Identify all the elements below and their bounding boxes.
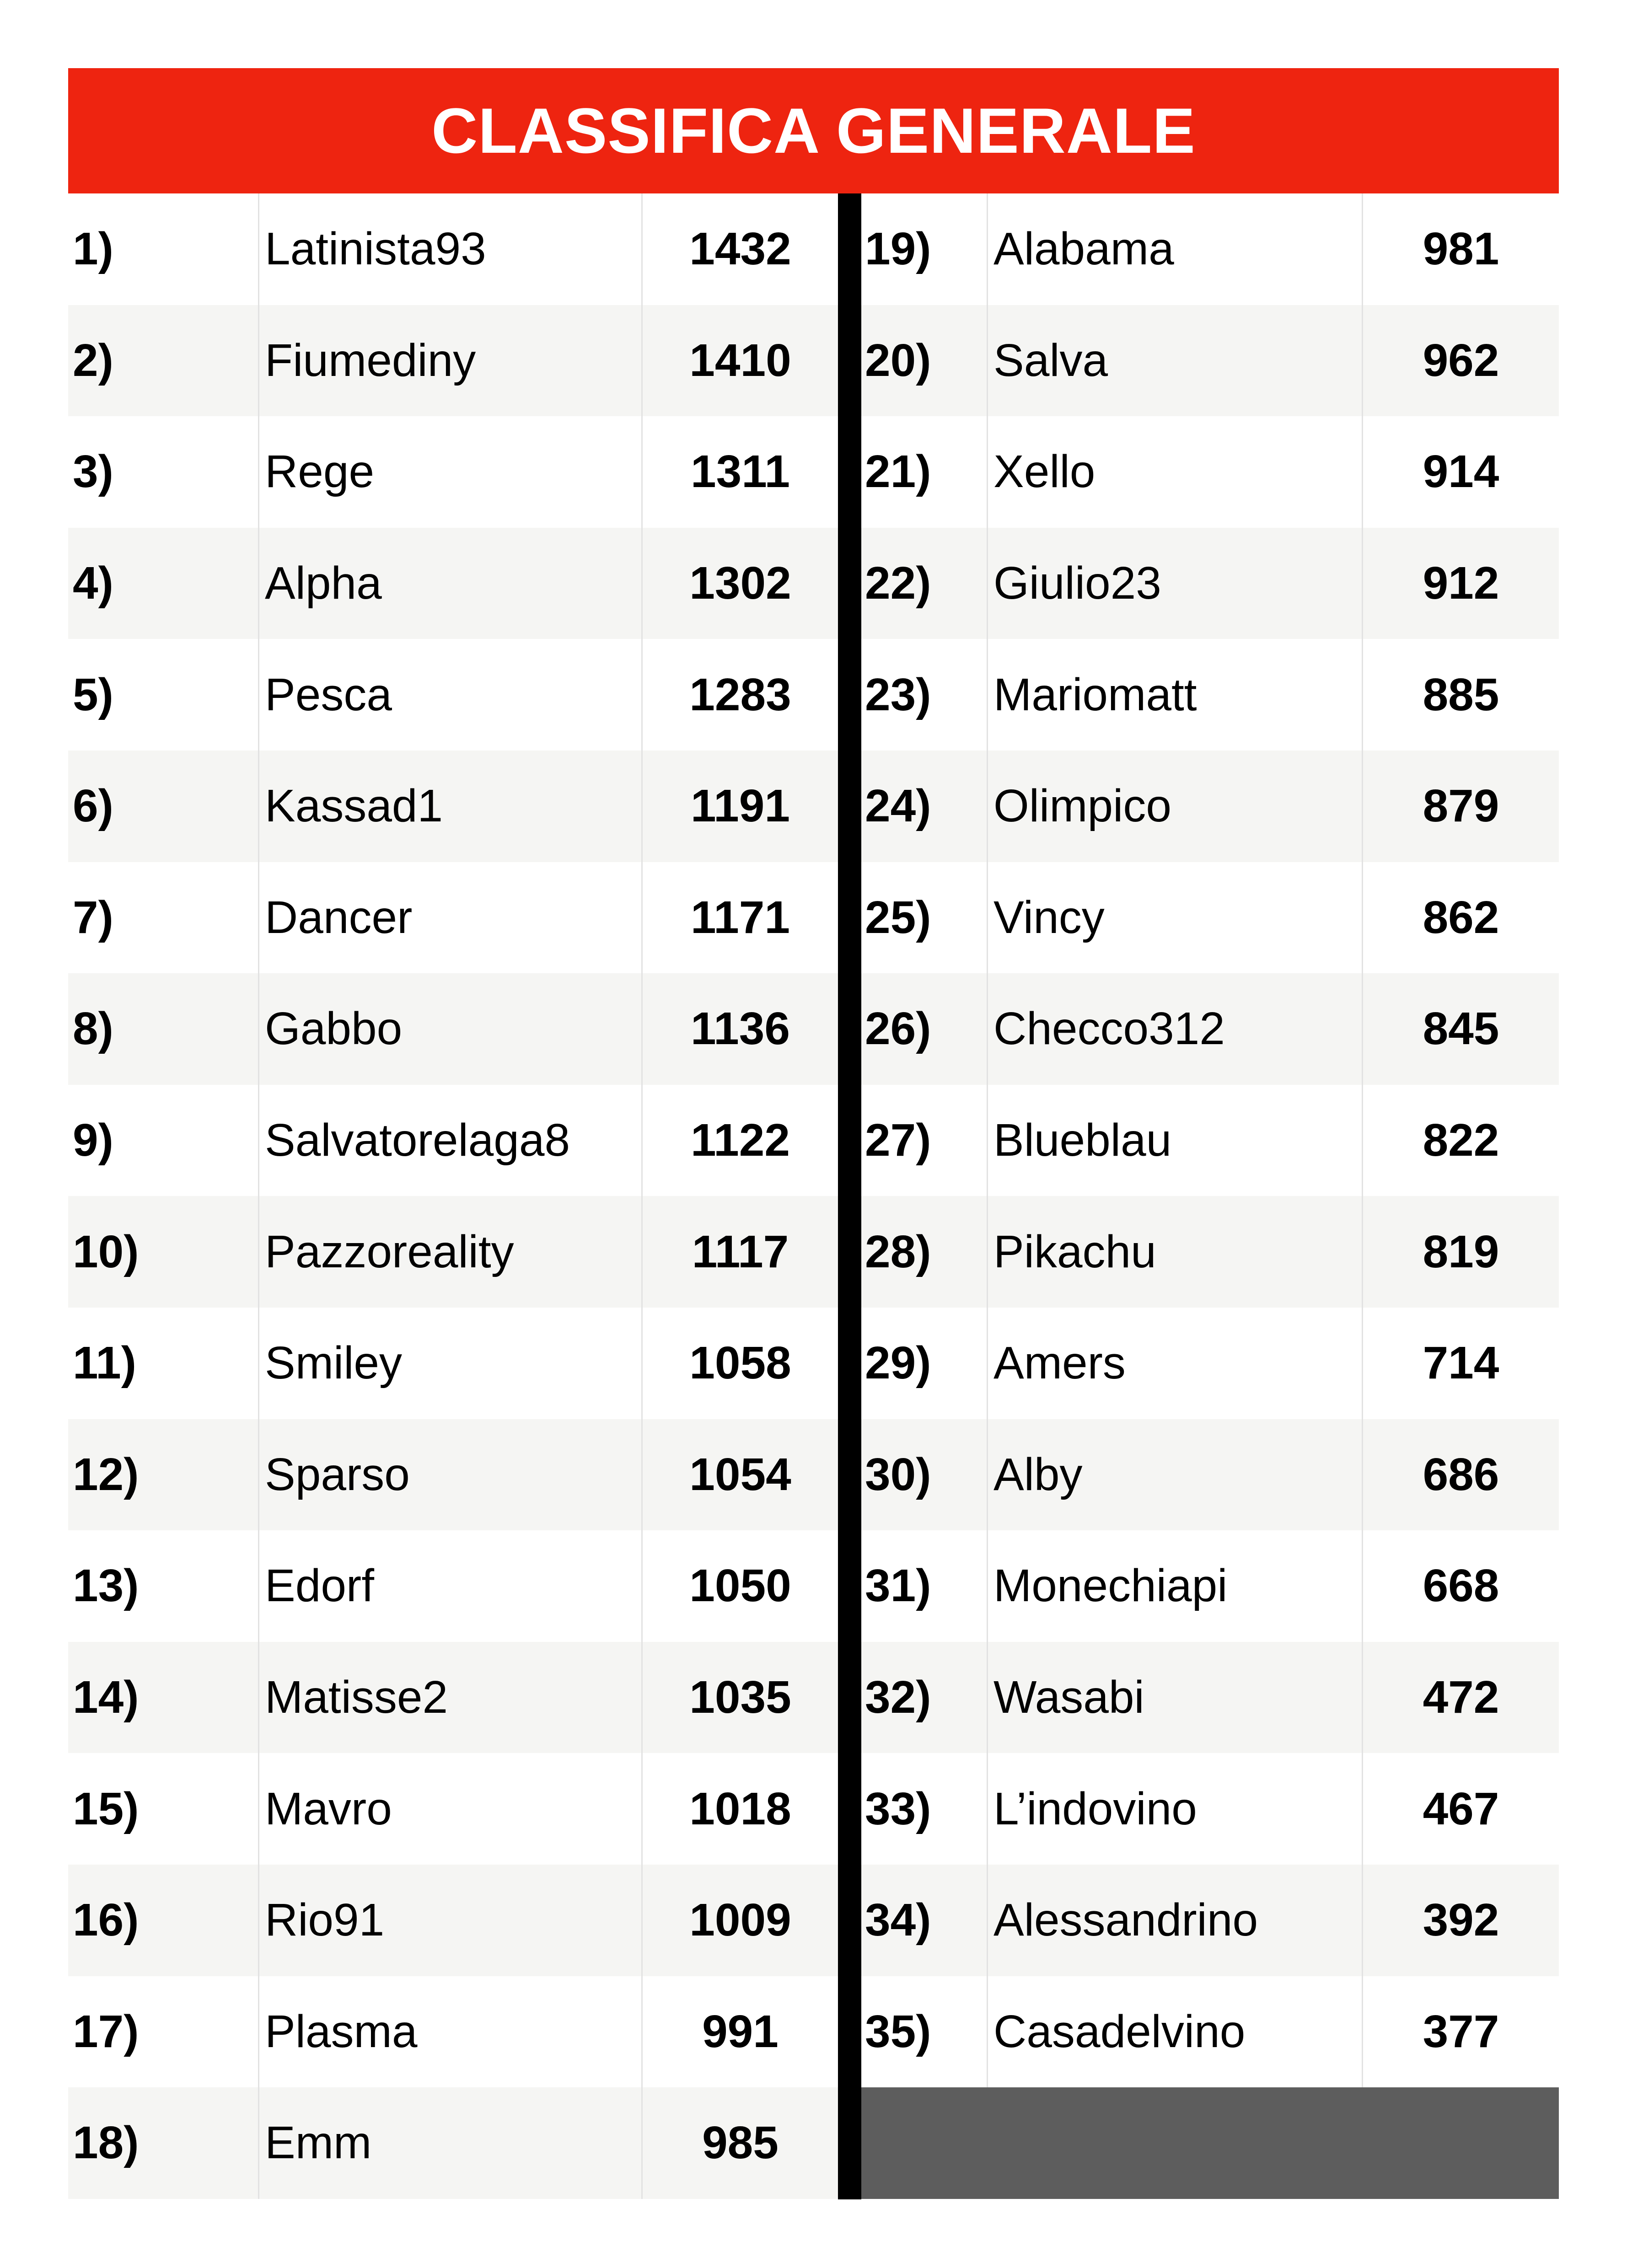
score-cell: 985 — [702, 2117, 779, 2169]
player-name-cell: Rege — [259, 416, 643, 528]
ranking-row — [861, 305, 1559, 417]
score-cell: 981 — [1423, 223, 1499, 275]
player-name-cell: Salvatorelaga8 — [259, 1085, 643, 1196]
player-name-cell: Fiumediny — [259, 305, 643, 417]
ranking-row — [68, 1530, 838, 1642]
score-cell: 1009 — [689, 1894, 791, 1946]
rank-cell: 18) — [68, 2087, 259, 2199]
ranking-row — [861, 1642, 1559, 1753]
score-cell: 819 — [1423, 1226, 1499, 1277]
score-cell: 1283 — [689, 669, 791, 720]
rank-cell: 30) — [861, 1419, 988, 1531]
score-cell: 1136 — [691, 1003, 790, 1055]
ranking-row — [68, 1753, 838, 1865]
player-name-cell: Alby — [988, 1419, 1363, 1531]
ranking-row — [861, 1865, 1559, 1976]
score-cell: 845 — [1423, 1003, 1499, 1055]
rank-cell: 19) — [861, 193, 988, 305]
player-name-cell: Pazzoreality — [259, 1196, 643, 1308]
ranking-row — [68, 305, 838, 417]
player-name-cell: Sparso — [259, 1419, 643, 1531]
score-cell: 1432 — [689, 223, 791, 275]
score-cell: 472 — [1423, 1672, 1499, 1723]
rank-cell: 22) — [861, 528, 988, 639]
score-cell: 885 — [1423, 669, 1499, 720]
player-name-cell: Casadelvino — [988, 1976, 1363, 2088]
ranking-row — [68, 1865, 838, 1976]
player-name-cell: Blueblau — [988, 1085, 1363, 1196]
ranking-row — [861, 1753, 1559, 1865]
score-cell: 1311 — [691, 446, 790, 498]
score-cell: 714 — [1423, 1337, 1499, 1389]
ranking-row — [68, 1419, 838, 1531]
rank-cell: 17) — [68, 1976, 259, 2088]
ranking-row — [861, 1419, 1559, 1531]
rank-cell: 28) — [861, 1196, 988, 1308]
player-name-cell: Kassad1 — [259, 751, 643, 862]
rank-cell: 4) — [68, 528, 259, 639]
ranking-row — [68, 973, 838, 1085]
player-name-cell: Olimpico — [988, 751, 1363, 862]
score-cell: 1058 — [689, 1337, 791, 1389]
rank-cell: 29) — [861, 1308, 988, 1419]
score-cell: 1117 — [692, 1226, 789, 1277]
rank-cell: 33) — [861, 1753, 988, 1865]
score-cell: 1122 — [691, 1115, 790, 1166]
player-name-cell: Alessandrino — [988, 1865, 1363, 1976]
score-cell: 822 — [1423, 1115, 1499, 1166]
ranking-column-left — [68, 193, 838, 2199]
player-name-cell: Dancer — [259, 862, 643, 974]
rank-cell: 20) — [861, 305, 988, 417]
player-name-cell: Xello — [988, 416, 1363, 528]
rank-cell: 10) — [68, 1196, 259, 1308]
score-cell: 467 — [1423, 1783, 1499, 1834]
player-name-cell: Amers — [988, 1308, 1363, 1419]
rank-cell: 8) — [68, 973, 259, 1085]
player-name-cell: Edorf — [259, 1530, 643, 1642]
player-name-cell: Smiley — [259, 1308, 643, 1419]
score-cell: 668 — [1423, 1560, 1499, 1612]
score-cell: 1171 — [691, 891, 790, 943]
player-name-cell: Latinista93 — [259, 193, 643, 305]
player-name-cell: Rio91 — [259, 1865, 643, 1976]
ranking-row — [68, 1085, 838, 1196]
player-name-cell: Pikachu — [988, 1196, 1363, 1308]
player-name-cell: Wasabi — [988, 1642, 1363, 1753]
player-name-cell: Alabama — [988, 193, 1363, 305]
player-name-cell: Pesca — [259, 639, 643, 751]
rank-cell: 24) — [861, 751, 988, 862]
rank-cell: 3) — [68, 416, 259, 528]
rank-cell: 25) — [861, 862, 988, 974]
rank-cell: 32) — [861, 1642, 988, 1753]
ranking-row — [861, 639, 1559, 751]
ranking-row — [68, 416, 838, 528]
ranking-row — [68, 1308, 838, 1419]
page-title: CLASSIFICA GENERALE — [431, 95, 1196, 166]
ranking-row — [861, 1976, 1559, 2088]
player-name-cell: Emm — [259, 2087, 643, 2199]
rank-cell: 12) — [68, 1419, 259, 1531]
score-cell: 914 — [1423, 446, 1499, 498]
score-cell: 392 — [1423, 1894, 1499, 1946]
score-cell: 912 — [1423, 558, 1499, 609]
player-name-cell: Salva — [988, 305, 1363, 417]
rank-cell: 23) — [861, 639, 988, 751]
player-name-cell: Giulio23 — [988, 528, 1363, 639]
score-cell: 1035 — [689, 1672, 791, 1723]
rank-cell: 6) — [68, 751, 259, 862]
ranking-row — [861, 862, 1559, 974]
player-name-cell: Monechiapi — [988, 1530, 1363, 1642]
ranking-row — [68, 1642, 838, 1753]
score-cell: 1302 — [689, 558, 791, 609]
ranking-row — [861, 193, 1559, 305]
ranking-row — [68, 639, 838, 751]
score-cell: 962 — [1423, 334, 1499, 386]
ranking-row — [861, 1085, 1559, 1196]
ranking-row — [861, 973, 1559, 1085]
ranking-row — [68, 751, 838, 862]
score-cell: 377 — [1423, 2005, 1499, 2057]
score-cell: 1054 — [689, 1448, 791, 1500]
player-name-cell: Matisse2 — [259, 1642, 643, 1753]
score-cell: 1050 — [689, 1560, 791, 1612]
score-cell: 991 — [702, 2005, 779, 2057]
ranking-row — [68, 1976, 838, 2088]
score-cell: 686 — [1423, 1448, 1499, 1500]
score-cell: 879 — [1423, 780, 1499, 832]
ranking-row — [861, 1530, 1559, 1642]
rank-cell: 9) — [68, 1085, 259, 1196]
ranking-row — [68, 528, 838, 639]
rank-cell: 13) — [68, 1530, 259, 1642]
column-divider — [838, 193, 861, 2199]
ranking-row — [861, 751, 1559, 862]
player-name-cell: Gabbo — [259, 973, 643, 1085]
ranking-row — [68, 862, 838, 974]
rank-cell: 34) — [861, 1865, 988, 1976]
player-name-cell: Plasma — [259, 1976, 643, 2088]
rank-cell: 16) — [68, 1865, 259, 1976]
player-name-cell: Mavro — [259, 1753, 643, 1865]
player-name-cell: Checco312 — [988, 973, 1363, 1085]
ranking-row — [861, 528, 1559, 639]
player-name-cell: Mariomatt — [988, 639, 1363, 751]
rank-cell: 27) — [861, 1085, 988, 1196]
player-name-cell: L’indovino — [988, 1753, 1363, 1865]
rank-cell: 35) — [861, 1976, 988, 2088]
score-cell: 1191 — [691, 780, 790, 832]
rank-cell: 15) — [68, 1753, 259, 1865]
rank-cell: 7) — [68, 862, 259, 974]
player-name-cell: Alpha — [259, 528, 643, 639]
rank-cell: 31) — [861, 1530, 988, 1642]
ranking-row — [68, 1196, 838, 1308]
score-cell: 1018 — [689, 1783, 791, 1834]
score-cell: 862 — [1423, 891, 1499, 943]
rank-cell: 21) — [861, 416, 988, 528]
ranking-row — [861, 416, 1559, 528]
ranking-row — [68, 193, 838, 305]
empty-filler-cell — [861, 2087, 1559, 2199]
player-name-cell: Vincy — [988, 862, 1363, 974]
rank-cell: 14) — [68, 1642, 259, 1753]
rank-cell: 26) — [861, 973, 988, 1085]
ranking-row — [68, 2087, 838, 2199]
rank-cell: 1) — [68, 193, 259, 305]
rank-cell: 5) — [68, 639, 259, 751]
rank-cell: 2) — [68, 305, 259, 417]
header-banner — [68, 68, 1559, 193]
rank-cell: 11) — [68, 1308, 259, 1419]
ranking-row — [861, 1308, 1559, 1419]
ranking-row — [861, 1196, 1559, 1308]
ranking-column-right — [861, 193, 1559, 2199]
score-cell: 1410 — [689, 334, 791, 386]
